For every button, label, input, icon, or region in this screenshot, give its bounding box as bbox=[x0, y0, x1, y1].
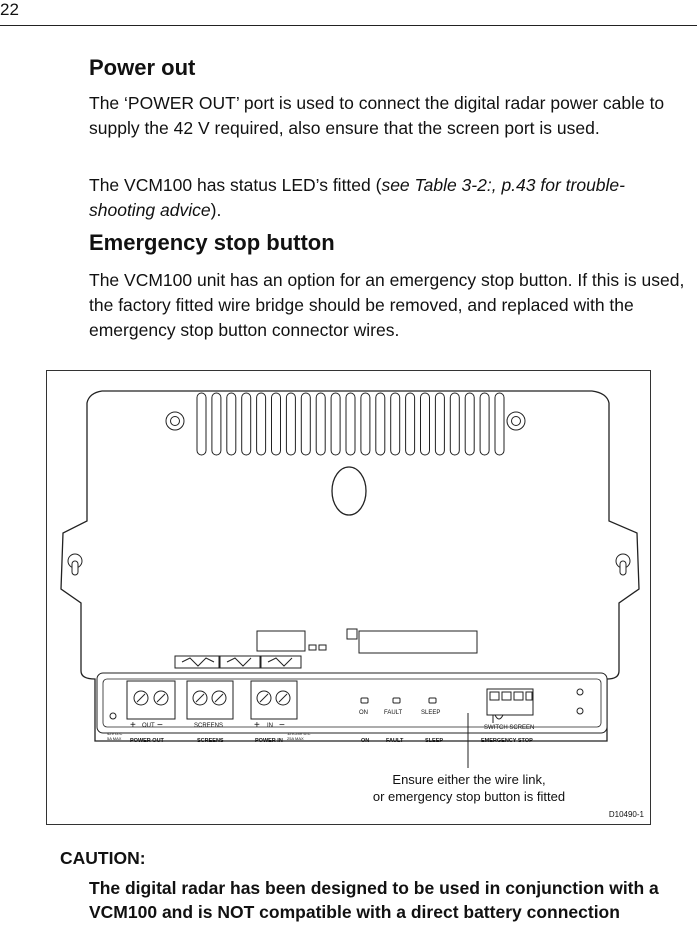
led-on bbox=[361, 698, 368, 703]
heat-sink-fin bbox=[316, 393, 325, 455]
power-out-label: POWER OUT bbox=[130, 738, 164, 744]
in-spec-1: 12V-24V D-C bbox=[287, 731, 311, 736]
heat-sink-fin bbox=[197, 393, 206, 455]
pcb-component-small bbox=[347, 629, 357, 639]
heat-sink-fin bbox=[435, 393, 444, 455]
heat-sink-fins bbox=[197, 393, 504, 455]
paragraph-power-out-port: The ‘POWER OUT’ port is used to connect the digital radar power cable to supply the 42 V required, also ensure that the screen port is used. bbox=[89, 93, 665, 138]
on-label: ON bbox=[361, 738, 370, 744]
in-minus: − bbox=[279, 720, 285, 731]
led-fault-label: FAULT bbox=[384, 710, 403, 716]
out-minus: − bbox=[157, 720, 163, 731]
cable-clips bbox=[175, 656, 301, 668]
out-spec-1: 42V D-C bbox=[107, 731, 123, 736]
heat-sink-fin bbox=[406, 393, 415, 455]
pcb-component-tiny-1 bbox=[309, 645, 316, 650]
status-leds-text-after: ). bbox=[210, 200, 222, 220]
heat-sink-fin bbox=[227, 393, 236, 455]
pcb-component-right bbox=[359, 631, 477, 653]
callout-line-2: or emergency stop button is fitted bbox=[372, 789, 566, 804]
callout-line-1: Ensure either the wire link, bbox=[392, 772, 546, 787]
terminal-block-power-out bbox=[127, 681, 175, 719]
heat-sink-fin bbox=[346, 393, 355, 455]
sleep-label: SLEEP bbox=[425, 738, 444, 744]
figure-id: D10490-1 bbox=[608, 810, 644, 819]
heading-emergency-stop: Emergency stop button bbox=[89, 230, 335, 255]
heat-sink-fin bbox=[212, 393, 221, 455]
pcb-component-tiny-2 bbox=[319, 645, 326, 650]
screens-terminal-label: SCREENS bbox=[194, 723, 224, 729]
led-sleep bbox=[429, 698, 436, 703]
heat-sink-fin bbox=[331, 393, 340, 455]
screens-label: SCREENS bbox=[197, 738, 224, 744]
center-oval-port bbox=[332, 467, 366, 515]
heat-sink-fin bbox=[286, 393, 295, 455]
heat-sink-fin bbox=[301, 393, 310, 455]
heat-sink-fin bbox=[421, 393, 430, 455]
in-label: IN bbox=[267, 723, 273, 729]
switch-screen-label: SWITCH SCREEN bbox=[484, 725, 535, 731]
heat-sink-fin bbox=[450, 393, 459, 455]
terminal-block-power-in bbox=[251, 681, 297, 719]
heat-sink-fin bbox=[257, 393, 266, 455]
led-fault bbox=[393, 698, 400, 703]
out-label: OUT bbox=[142, 723, 155, 729]
emergency-stop-label: EMERGENCY STOP bbox=[481, 738, 533, 744]
panel-screw-left bbox=[110, 713, 116, 719]
status-leds-text-before: The VCM100 has status LED’s fitted ( bbox=[89, 175, 382, 195]
figure-vcm100 bbox=[46, 370, 651, 825]
out-spec-2: 5A MAX bbox=[107, 736, 122, 741]
page-number: 22 bbox=[0, 0, 19, 19]
paragraph-emergency-stop: The VCM100 unit has an option for an emergency stop button. If this is used, the factory fitted wire bridge should be removed, and replaced with the emergency stop button connector wires. bbox=[89, 270, 685, 340]
heat-sink-fin bbox=[480, 393, 489, 455]
heat-sink-fin bbox=[272, 393, 281, 455]
table-reference: see Table 3-2:, p.43 for trouble-shooting advice bbox=[89, 175, 625, 220]
out-plus: + bbox=[130, 720, 136, 731]
vcm100-illustration bbox=[47, 371, 650, 824]
in-plus: + bbox=[254, 720, 260, 731]
caution-heading: CAUTION: bbox=[60, 848, 146, 868]
terminal-block-screens bbox=[187, 681, 233, 719]
in-spec-2: 25A MAX bbox=[287, 736, 304, 741]
heading-power-out: Power out bbox=[89, 55, 196, 80]
heat-sink-fin bbox=[376, 393, 385, 455]
heat-sink-fin bbox=[242, 393, 251, 455]
header-rule bbox=[0, 25, 697, 26]
pcb-component-left bbox=[257, 631, 305, 651]
heat-sink-fin bbox=[391, 393, 400, 455]
panel-screw-right bbox=[577, 689, 583, 695]
led-on-label: ON bbox=[359, 710, 368, 716]
power-in-label: POWER IN bbox=[255, 738, 283, 744]
heat-sink-fin bbox=[495, 393, 504, 455]
caution-text: The digital radar has been designed to be used in conjunction with a VCM100 and is NOT compatible with a direct battery connection bbox=[89, 878, 659, 922]
paragraph-status-leds bbox=[89, 173, 689, 223]
heat-sink-fin bbox=[465, 393, 474, 455]
panel-screw-right-lower bbox=[577, 708, 583, 714]
heat-sink-fin bbox=[361, 393, 370, 455]
led-sleep-label: SLEEP bbox=[421, 710, 441, 716]
fault-label: FAULT bbox=[386, 738, 404, 744]
